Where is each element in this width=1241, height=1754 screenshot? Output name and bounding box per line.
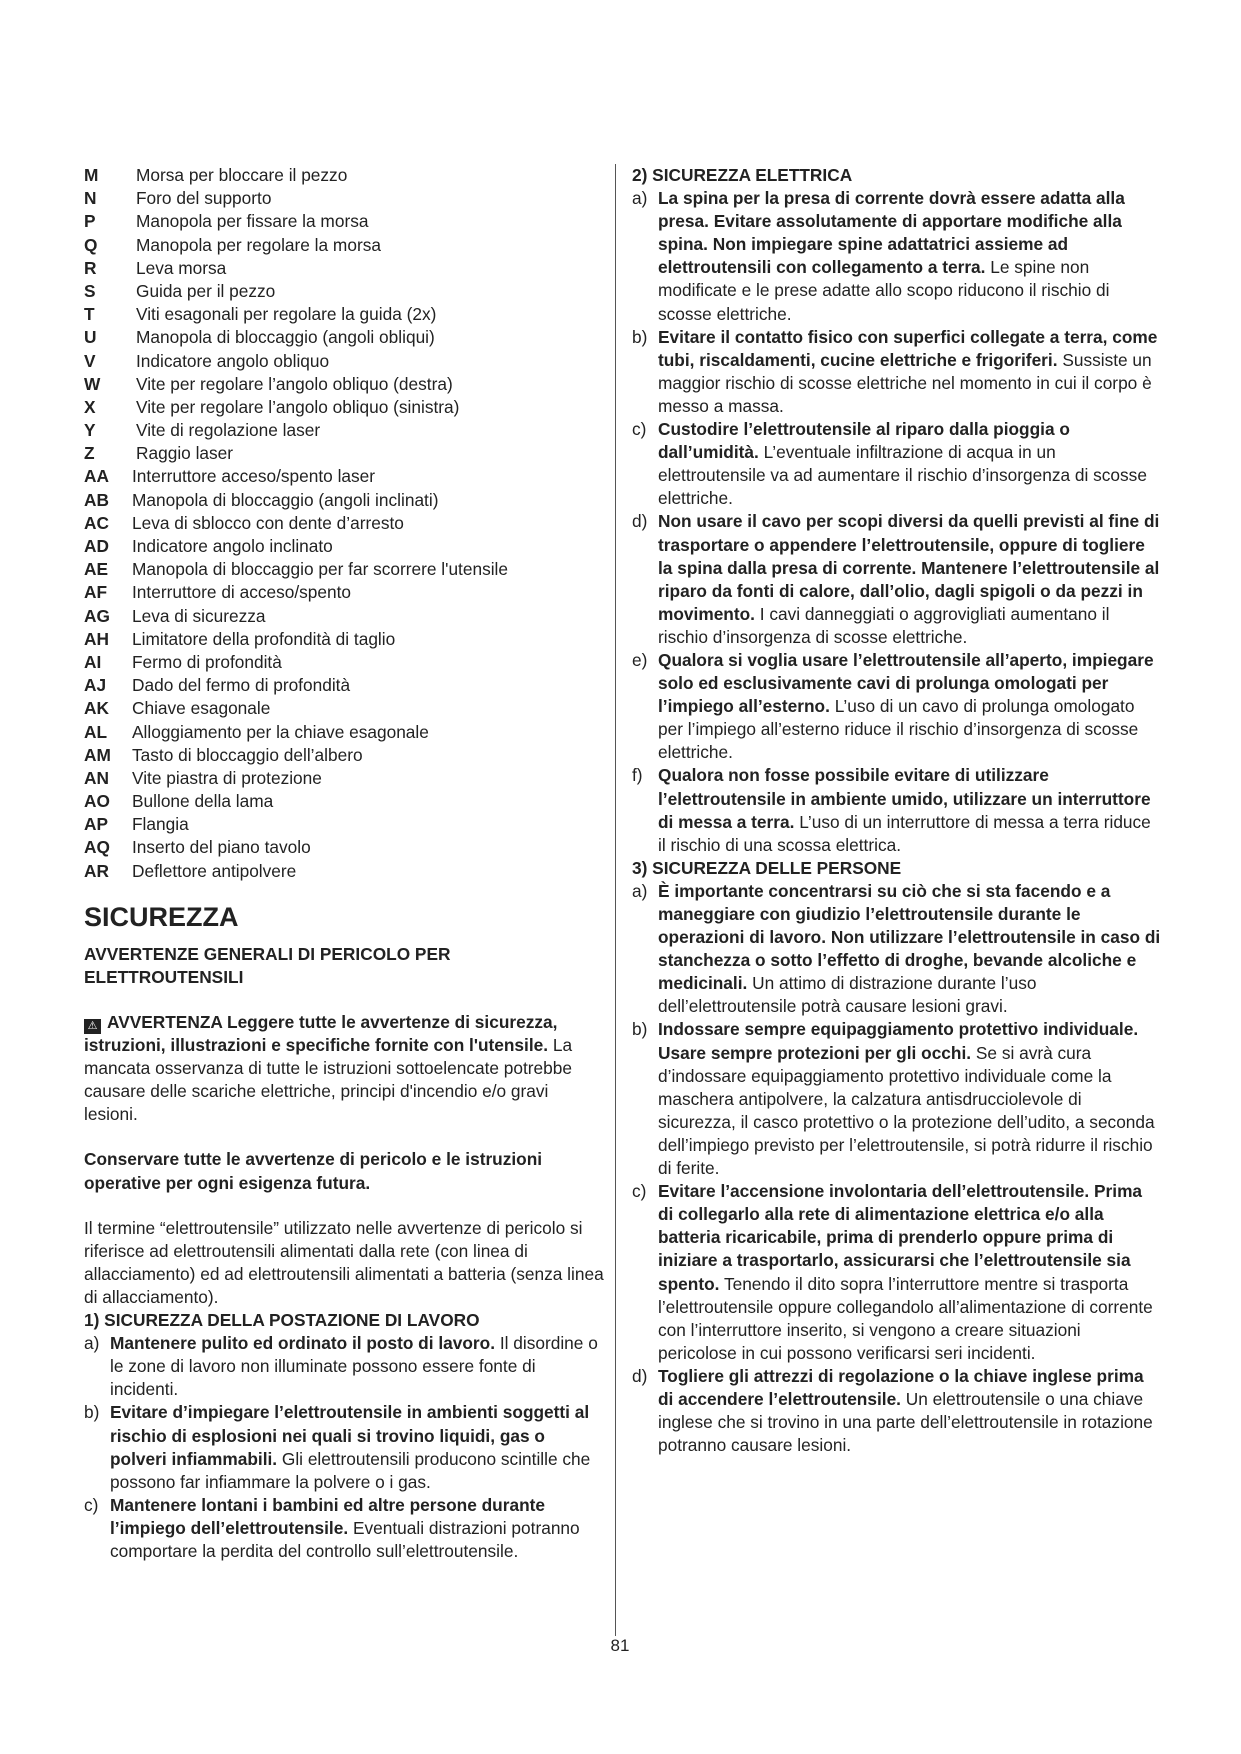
legend-text: Raggio laser <box>136 443 234 464</box>
legend-text: Viti esagonali per regolare la guida (2x) <box>136 304 437 325</box>
legend-code: Y <box>84 420 96 441</box>
legend-row <box>84 628 604 651</box>
legend-row <box>84 396 604 419</box>
item-label: f) <box>632 765 643 786</box>
item-bold-text: Indossare sempre equipaggiamento protettivo individuale. Usare sempre protezioni per gli occhi. <box>658 1019 1139 1063</box>
list-item <box>632 764 1162 856</box>
legend-row <box>84 721 604 744</box>
legend-text: Morsa per bloccare il pezzo <box>136 165 348 185</box>
legend-code: AI <box>84 651 102 672</box>
item-label: e) <box>632 649 648 670</box>
legend-code: AJ <box>84 675 107 696</box>
legend-text: Manopola per regolare la morsa <box>136 234 381 255</box>
legend-text: Deflettore antipolvere <box>132 860 297 881</box>
section-subtitle: AVVERTENZE GENERALI DI PERICOLO PER ELETTROUTENSILI <box>84 943 451 987</box>
item-bold-text: Evitare l’accensione involontaria dell’elettroutensile. Prima di collegarlo alla rete di alimentazione elettrica e/o alla batteria ricaricabile, prima di prenderlo oppure prima di iniziare a trasportarlo, assicurarsi che l’elettroutensile sia spento. <box>658 1181 1143 1294</box>
item-plain-text: Eventuali distrazioni potranno comportare la perdita del controllo sull’elettroutensile. <box>110 1517 580 1561</box>
legend-text: Manopola per fissare la morsa <box>136 211 369 232</box>
section-3-heading: 3) SICUREZZA DELLE PERSONE <box>632 857 902 878</box>
list-item <box>632 510 1162 649</box>
warning-paragraph: ⚠ AVVERTENZA Leggere tutte le avvertenze di sicurezza, istruzioni, illustrazioni e specifiche fornite con l'utensile. La mancata osservanza di tutte le istruzioni sottoelencate potrebbe causare delle scariche elettriche, principi d'incendio e/o gravi lesioni. <box>84 1012 573 1125</box>
legend-text: Interruttore acceso/spento laser <box>132 466 376 487</box>
legend-text: Vite per regolare l’angolo obliquo (destra) <box>136 373 453 394</box>
item-label: c) <box>84 1494 99 1515</box>
item-plain-text: L’uso di un interruttore di messa a terra riduce il rischio di una scossa elettrica. <box>658 811 1151 855</box>
item-label: a) <box>632 188 648 209</box>
legend-row <box>84 558 604 581</box>
item-label: b) <box>632 326 648 347</box>
item-plain-text: Un attimo di distrazione durante l’uso dell’elettroutensile potrà causare lesioni gravi. <box>658 973 1037 1017</box>
legend-row <box>84 790 604 813</box>
legend-text: Interruttore di acceso/spento <box>132 582 352 603</box>
item-text <box>110 1494 604 1563</box>
legend-code: Q <box>84 234 98 255</box>
legend-text: Indicatore angolo inclinato <box>132 536 333 556</box>
list-item <box>84 1332 604 1401</box>
list-item <box>632 649 1162 764</box>
legend-text: Vite piastra di protezione <box>132 767 322 788</box>
legend-row <box>84 489 604 512</box>
item-bold-text: Custodire l’elettroutensile al riparo dalla pioggia o dall’umidità. <box>658 419 1070 463</box>
parts-legend <box>84 164 604 883</box>
item-plain-text: Tenendo il dito sopra l’interruttore mentre si trasporta l’elettroutensile oppure collegandolo all’alimentazione di corrente con l’interruttore inserito, si vengono a creare situazioni pericolose in cui possono verificarsi seri incidenti. <box>658 1273 1153 1363</box>
legend-text: Indicatore angolo obliquo <box>136 350 330 371</box>
list-item <box>632 418 1162 510</box>
legend-code: P <box>84 211 96 232</box>
page-number: 81 <box>610 1636 630 1655</box>
legend-code: AB <box>84 489 109 510</box>
item-bold-text: Mantenere pulito ed ordinato il posto di lavoro. <box>110 1333 496 1354</box>
legend-row <box>84 651 604 674</box>
legend-text: Inserto del piano tavolo <box>132 837 311 858</box>
item-plain-text: Gli elettroutensili producono scintille che possono far infiammare la polvere o i gas. <box>110 1448 591 1492</box>
list-item <box>632 187 1162 326</box>
item-plain-text: I cavi danneggiati o aggrovigliati aumentano il rischio d’insorgenza di scosse elettriche. <box>658 603 1110 647</box>
item-bold-text: Non usare il cavo per scopi diversi da quelli previsti al fine di trasportare o appendere l’elettroutensile, oppure di togliere la spina dalla presa di corrente. Mantenere l’elettroutensile al riparo da fonti di calore, dall’olio, dagli spigoli o da pezzi in movimento. <box>658 511 1160 624</box>
legend-row <box>84 860 604 883</box>
item-label: d) <box>632 1365 648 1386</box>
legend-text: Manopola di bloccaggio (angoli obliqui) <box>136 327 435 348</box>
item-label: a) <box>84 1333 100 1354</box>
legend-code: AE <box>84 559 109 580</box>
legend-row <box>84 535 604 558</box>
legend-row <box>84 373 604 396</box>
item-plain-text: Le spine non modificate e le prese adatte allo scopo riducono il rischio di scosse elettriche. <box>658 257 1110 324</box>
legend-code: AQ <box>84 837 110 858</box>
list-item <box>632 326 1162 418</box>
legend-code: AP <box>84 814 109 835</box>
legend-row <box>84 605 604 628</box>
legend-row <box>84 674 604 697</box>
item-label: d) <box>632 511 648 532</box>
item-label: c) <box>632 419 647 440</box>
legend-row <box>84 836 604 859</box>
item-text <box>658 326 1162 418</box>
legend-text: Manopola di bloccaggio per far scorrere l'utensile <box>132 559 509 580</box>
legend-code: AF <box>84 582 108 603</box>
legend-code: AC <box>84 512 109 533</box>
section-3-list <box>632 880 1162 1457</box>
legend-row <box>84 187 604 210</box>
list-item <box>632 1365 1162 1457</box>
item-bold-text: È importante concentrarsi su ciò che si sta facendo e a maneggiare con giudizio l’elettroutensile durante le operazioni di lavoro. Non utilizzare l’elettroutensile in caso di stanchezza o sotto l’effetto di droghe, bevande alcoliche e medicinali. <box>658 880 1161 994</box>
legend-code: AN <box>84 767 109 788</box>
item-text <box>658 764 1162 856</box>
legend-row <box>84 512 604 535</box>
section-1-list <box>84 1332 604 1563</box>
legend-text: Vite per regolare l’angolo obliquo (sinistra) <box>136 396 460 417</box>
item-text <box>110 1332 604 1401</box>
item-plain-text: Il disordine o le zone di lavoro non illuminate possono essere fonte di incidenti. <box>110 1333 598 1400</box>
legend-row <box>84 442 604 465</box>
legend-code: X <box>84 396 96 417</box>
legend-text: Vite di regolazione laser <box>136 420 321 441</box>
section-2-heading: 2) SICUREZZA ELETTRICA <box>632 165 853 185</box>
section-2-list <box>632 187 1162 857</box>
legend-text: Limitatore della profondità di taglio <box>132 628 396 649</box>
legend-code: T <box>84 304 95 325</box>
legend-text: Chiave esagonale <box>132 698 271 719</box>
item-plain-text: L’eventuale infiltrazione di acqua in un elettroutensile va ad aumentare il rischio d’insorgenza di scosse elettriche. <box>658 442 1147 509</box>
item-bold-text: Evitare il contatto fisico con superfici collegate a terra, come tubi, riscaldamenti, cucine elettriche e frigoriferi. <box>658 326 1158 370</box>
legend-row <box>84 164 604 187</box>
warning-triangle-icon: ⚠ <box>84 1019 101 1034</box>
item-text <box>658 649 1162 764</box>
legend-row <box>84 744 604 767</box>
section-1-heading: 1) SICUREZZA DELLA POSTAZIONE DI LAVORO <box>84 1310 480 1331</box>
item-bold-text: Evitare d’impiegare l’elettroutensile in ambienti soggetti al rischio di esplosioni nei quali si trovino liquidi, gas o polveri infiammabili. <box>110 1402 590 1469</box>
legend-code: U <box>84 327 97 348</box>
legend-code: AK <box>84 698 109 719</box>
term-definition: Il termine “elettroutensile” utilizzato nelle avvertenze di pericolo si riferisce ad elettroutensili alimentati dalla rete (con linea di allacciamento) ed ad elettroutensili alimentati a batteria (senza linea di allacciamento). <box>84 1217 604 1307</box>
legend-text: Tasto di bloccaggio dell’albero <box>132 744 363 765</box>
legend-text: Fermo di profondità <box>132 651 282 672</box>
list-item <box>632 1180 1162 1365</box>
legend-text: Bullone della lama <box>132 791 274 812</box>
legend-text: Leva morsa <box>136 257 227 278</box>
legend-row <box>84 767 604 790</box>
item-bold-text: Qualora non fosse possibile evitare di utilizzare l’elettroutensile in ambiente umido, utilizzare un interruttore di messa a terra. <box>658 765 1151 832</box>
list-item <box>84 1401 604 1493</box>
item-plain-text: L’uso di un cavo di prolunga omologato per l’impiego all’esterno riduce il rischio d’insorgenza di scosse elettriche. <box>658 696 1139 763</box>
legend-text: Leva di sblocco con dente d’arresto <box>132 512 404 533</box>
legend-row <box>84 303 604 326</box>
legend-code: AD <box>84 536 109 556</box>
item-label: a) <box>632 880 648 901</box>
section-title: SICUREZZA <box>84 901 239 932</box>
item-bold-text: Qualora si voglia usare l’elettroutensile all’aperto, impiegare solo ed esclusivamente cavi di prolunga omologati per l’impiego all’esterno. <box>658 649 1154 717</box>
keep-instructions: Conservare tutte le avvertenze di pericolo e le istruzioni operative per ogni esigenza futura. <box>84 1149 543 1193</box>
legend-code: AH <box>84 628 109 649</box>
legend-row <box>84 280 604 303</box>
legend-code: S <box>84 280 96 301</box>
legend-code: AA <box>84 466 109 487</box>
column-divider <box>615 164 616 1636</box>
legend-row <box>84 465 604 488</box>
right-column <box>632 164 1162 1457</box>
item-plain-text: Se si avrà cura d’indossare equipaggiamento protettivo individuale come la maschera antipolvere, la calzatura antisdrucciolevole di sicurezza, il casco protettivo o la protezione dell’udito, a seconda dell’impiego previsto per l’elettroutensile, si potrà ridurre il rischio di ferite. <box>658 1042 1155 1179</box>
item-text <box>658 1018 1162 1180</box>
legend-text: Flangia <box>132 814 189 835</box>
legend-row <box>84 350 604 373</box>
item-text <box>658 880 1162 1019</box>
item-text <box>110 1401 604 1493</box>
legend-row <box>84 257 604 280</box>
item-bold-text: Togliere gli attrezzi di regolazione o la chiave inglese prima di accendere l’elettroutensile. <box>658 1365 1144 1409</box>
list-item <box>632 880 1162 1019</box>
item-text <box>658 418 1162 510</box>
legend-code: M <box>84 165 99 185</box>
legend-code: AG <box>84 605 110 626</box>
list-item <box>632 1018 1162 1180</box>
legend-code: AO <box>84 791 110 812</box>
legend-code: W <box>84 373 101 394</box>
item-bold-text: Mantenere lontani i bambini ed altre persone durante l’impiego dell’elettroutensile. <box>110 1494 545 1538</box>
legend-row <box>84 697 604 720</box>
item-bold-text: La spina per la presa di corrente dovrà essere adatta alla presa. Evitare assolutamente di apportare modifiche alla spina. Non impiegare spine adattatrici assieme ad elettroutensili con collegamento a terra. <box>658 188 1125 278</box>
item-text <box>658 1365 1162 1457</box>
item-plain-text: Sussiste un maggior rischio di scosse elettriche nel momento in cui il corpo è messo a massa. <box>658 349 1152 416</box>
legend-code: AM <box>84 744 111 765</box>
legend-text: Dado del fermo di profondità <box>132 675 351 696</box>
item-label: b) <box>84 1402 100 1423</box>
item-text <box>658 510 1162 649</box>
legend-code: AL <box>84 721 108 742</box>
item-label: c) <box>632 1181 647 1202</box>
legend-row <box>84 813 604 836</box>
legend-code: N <box>84 188 97 209</box>
legend-row <box>84 326 604 349</box>
legend-text: Guida per il pezzo <box>136 280 276 301</box>
item-plain-text: Un elettroutensile o una chiave inglese che si trovino in una parte dell’elettroutensile in rotazione potranno causare lesioni. <box>658 1388 1153 1456</box>
legend-text: Manopola di bloccaggio (angoli inclinati) <box>132 489 439 510</box>
legend-row <box>84 419 604 442</box>
legend-code: V <box>84 350 96 371</box>
legend-code: Z <box>84 443 95 464</box>
list-item <box>84 1494 604 1563</box>
left-column <box>84 164 604 1563</box>
item-label: b) <box>632 1019 648 1040</box>
legend-code: R <box>84 257 97 278</box>
legend-code: AR <box>84 860 109 881</box>
legend-text: Leva di sicurezza <box>132 605 266 626</box>
legend-row <box>84 581 604 604</box>
legend-row <box>84 210 604 233</box>
item-text <box>658 1180 1162 1365</box>
legend-text: Alloggiamento per la chiave esagonale <box>132 721 429 742</box>
legend-text: Foro del supporto <box>136 188 272 209</box>
legend-row <box>84 234 604 257</box>
item-text <box>658 187 1162 326</box>
